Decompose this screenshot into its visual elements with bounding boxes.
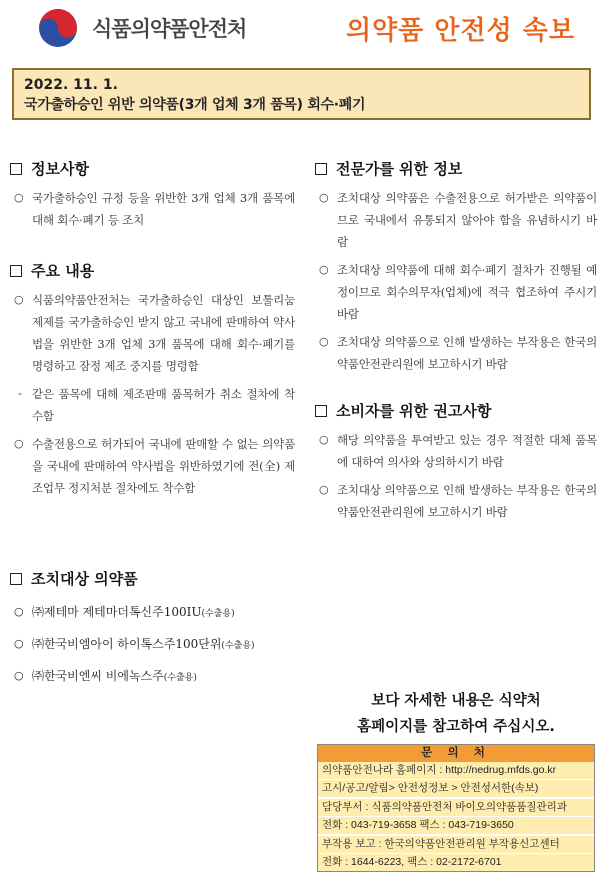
section-heading: 주요 내용 (31, 262, 95, 280)
section-heading: 조치대상 의약품 (31, 570, 138, 588)
contact-row: 담당부서 : 식품의약품안전처 바이오의약품품질관리과 (318, 797, 594, 816)
section-heading: 전문가를 위한 정보 (336, 160, 463, 178)
list-item: ○ 조치대상 의약품으로 인해 발생하는 부작용은 한국의약품안전관리원에 보고하시기 바람 (315, 331, 597, 375)
list-item: ○ 식품의약품안전처는 국가출하승인 대상인 보툴리눔 제제를 국가출하승인 받지 않고 국내에 판매하여 약사법을 위반한 3개 업체 3개 품목에 대해 회수·폐기를 명령하고 잠정 제조 중지를 명령함 (10, 289, 295, 377)
contact-box (317, 744, 595, 872)
square-icon (315, 405, 327, 417)
section-heading: 소비자를 위한 권고사항 (336, 402, 492, 420)
contact-row: 고시/공고/알림> 안전성정보 > 안전성서한(속보) (318, 779, 594, 797)
circle-bullet-icon: ○ (319, 483, 329, 496)
section-experts (315, 158, 597, 375)
list-item: ○ 해당 의약품을 투여받고 있는 경우 적절한 대체 품목에 대하여 의사와 상의하시기 바람 (315, 429, 597, 473)
circle-bullet-icon: ○ (14, 437, 24, 450)
circle-bullet-icon: ○ (14, 191, 24, 204)
taegeuk-logo-icon (38, 8, 78, 48)
header (0, 0, 605, 58)
square-icon (10, 573, 22, 585)
circle-bullet-icon: ○ (319, 335, 329, 348)
list-item: ○ 조치대상 의약품으로 인해 발생하는 부작용은 한국의약품안전관리원에 보고하시기 바람 (315, 479, 597, 523)
square-icon (10, 163, 22, 175)
title-box (12, 68, 591, 120)
product-item: ○ ㈜한국비엔씨 비에녹스주(수출용) (10, 663, 295, 691)
section-products (10, 568, 295, 691)
circle-bullet-icon: ○ (14, 637, 24, 650)
circle-bullet-icon: ○ (14, 669, 24, 682)
contact-row: 전화 : 1644-6223, 팩스 : 02-2172-6701 (318, 853, 594, 871)
dash-bullet-icon: - (18, 387, 22, 400)
section-main (10, 260, 295, 499)
circle-bullet-icon: ○ (319, 191, 329, 204)
list-item: ○ 조치대상 의약품에 대해 회수·폐기 절차가 진행될 예정이므로 회수의무자(업체)에 적극 협조하여 주시기 바람 (315, 259, 597, 325)
list-item: ○ 국가출하승인 규정 등을 위반한 3개 업체 3개 품목에 대해 회수·폐기 등 조치 (10, 187, 295, 231)
contact-row: 전화 : 043-719-3658 팩스 : 043-719-3650 (318, 816, 594, 834)
bulletin-headline: 국가출하승인 위반 의약품(3개 업체 3개 품목) 회수·폐기 (24, 97, 366, 113)
circle-bullet-icon: ○ (14, 293, 24, 306)
contact-title: 문 의 처 (318, 745, 594, 762)
agency-name: 식품의약품안전처 (92, 17, 247, 41)
contact-row[interactable]: 의약품안전나라 홈페이지 : http://nedrug.mfds.go.kr (318, 762, 594, 779)
circle-bullet-icon: ○ (319, 433, 329, 446)
product-item: ○ ㈜한국비엠아이 하이톡스주100단위(수출용) (10, 631, 295, 659)
contact-row: 부작용 보고 : 한국의약품안전관리원 부작용신고센터 (318, 834, 594, 853)
bulletin-date: 2022. 11. 1. (24, 77, 118, 93)
reference-note: 보다 자세한 내용은 식약처 홈페이지를 참고하여 주십시오. (357, 693, 555, 735)
product-item: ○ ㈜제테마 제테마더톡신주100IU(수출용) (10, 599, 295, 627)
square-icon (315, 163, 327, 175)
sub-list-item: - 같은 품목에 대해 제조판매 품목허가 취소 절차에 착수함 (10, 383, 295, 427)
circle-bullet-icon: ○ (14, 605, 24, 618)
circle-bullet-icon: ○ (319, 263, 329, 276)
bulletin-title: 의약품 안전성 속보 (345, 16, 575, 46)
section-consumers (315, 400, 597, 523)
square-icon (10, 265, 22, 277)
section-info (10, 158, 295, 231)
list-item: ○ 수출전용으로 허가되어 국내에 판매할 수 없는 의약품을 국내에 판매하여 약사법을 위반하였기에 전(全) 제조업무 정지처분 절차에도 착수함 (10, 433, 295, 499)
section-heading: 정보사항 (31, 160, 89, 178)
list-item: ○ 조치대상 의약품은 수출전용으로 허가받은 의약품이므로 국내에서 유통되지 않아야 함을 유념하시기 바람 (315, 187, 597, 253)
